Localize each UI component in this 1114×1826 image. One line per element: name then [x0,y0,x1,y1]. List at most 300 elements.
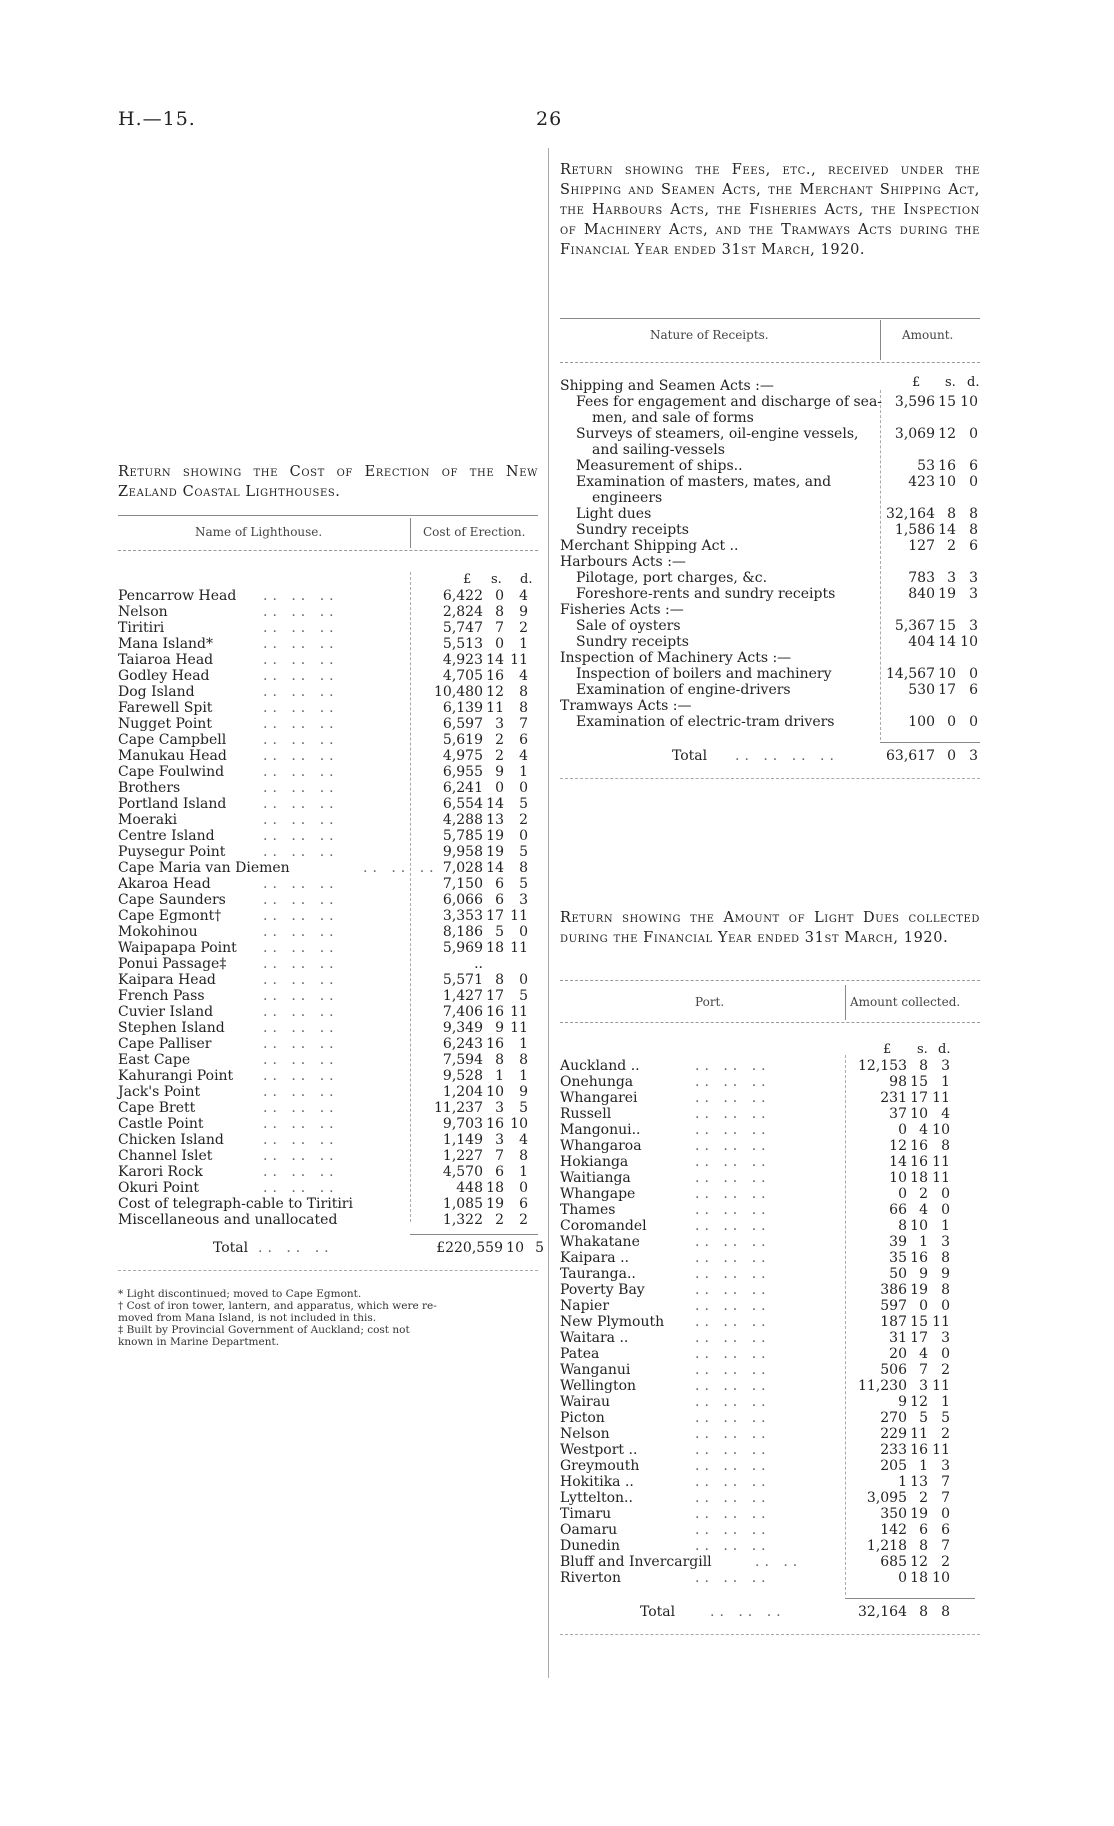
amount-pounds: 127 [908,538,935,554]
lighthouse-row [118,652,538,668]
lighthouse-name: Moeraki [118,812,178,828]
amount-pence: 8 [941,1250,950,1266]
amount-pounds: 37 [889,1106,907,1122]
lighthouse-row [118,1164,538,1180]
receipt-label: Light dues [576,506,652,522]
amount-pounds: 270 [880,1410,907,1426]
cost-pounds: 1,227 [442,1148,483,1164]
dot-leader: .. .. .. [263,1068,339,1084]
dot-leader: .. .. .. [263,892,339,908]
lighthouse-row [118,732,538,748]
port-name: Poverty Bay [560,1282,645,1298]
port-name: Napier [560,1298,610,1314]
cost-pence: 5 [519,1100,528,1116]
lighthouse-row [118,1084,538,1100]
port-name: Greymouth [560,1458,640,1474]
lighthouse-row [118,1036,538,1052]
cost-pence: 2 [519,620,528,636]
cost-pounds: 6,554 [442,796,483,812]
port-name: Whangaroa [560,1138,642,1154]
lighthouse-name: Cape Saunders [118,892,226,908]
lighthouse-row [118,668,538,684]
series-code: H.—15. [118,108,196,130]
port-row [560,1282,980,1298]
dot-leader: .. .. .. [263,1180,339,1196]
dot-leader: .. .. .. [363,860,439,876]
lighthouse-row [118,1052,538,1068]
amount-shillings: 17 [910,1090,928,1106]
lighthouse-row [118,844,538,860]
footnote: moved from Mana Island, is not included in this. [118,1312,377,1324]
cost-pounds: 9,528 [442,1068,483,1084]
lighthouse-row [118,1212,538,1228]
total-leader: .. .. .. [710,1604,786,1620]
dot-leader: .. .. .. [263,1020,339,1036]
port-name: Kaipara .. [560,1250,629,1266]
amount-shillings: 9 [919,1266,928,1282]
dot-leader: .. .. .. [263,988,339,1004]
amount-pounds: 404 [908,634,935,650]
amount-pence: 0 [941,1346,950,1362]
amount-shillings: 19 [910,1282,928,1298]
cost-shillings: 5 [495,924,504,940]
amount-pounds: 66 [889,1202,907,1218]
dot-leader: .. .. .. [695,1362,771,1378]
receipt-label: Examination of engine-drivers [576,682,791,698]
fees-row [560,602,980,618]
fees-row [560,410,980,426]
cost-shillings: 17 [486,988,504,1004]
port-row [560,1442,980,1458]
amount-shillings: 4 [919,1346,928,1362]
lighthouse-name: Karori Rock [118,1164,203,1180]
page-number: 26 [536,108,563,130]
total-label: Total [213,1240,249,1256]
receipt-label: Sale of oysters [576,618,681,634]
currency-shillings: s. [917,1042,928,1057]
dot-leader: .. .. .. [263,908,339,924]
amount-pence: 0 [969,426,978,442]
port-row [560,1074,980,1090]
cost-shillings: 2 [495,748,504,764]
cost-shillings: 3 [495,1100,504,1116]
amount-pence: 0 [969,474,978,490]
cost-pounds: 6,422 [442,588,483,604]
port-row [560,1314,980,1330]
port-name: Westport .. [560,1442,638,1458]
dot-leader: .. .. .. [695,1298,771,1314]
cost-pounds: 5,747 [442,620,483,636]
amount-pounds: 783 [908,570,935,586]
dot-leader: .. .. .. [695,1570,771,1586]
cost-pounds: 9,349 [442,1020,483,1036]
fees-row [560,522,980,538]
lightdues-table [560,1058,980,1586]
dot-leader: .. .. .. [263,652,339,668]
amount-shillings: 10 [910,1218,928,1234]
port-name: Russell [560,1106,612,1122]
port-row [560,1378,980,1394]
amount-shillings: 14 [938,522,956,538]
cost-pounds: 9,703 [442,1116,483,1132]
receipt-label: Examination of electric-tram drivers [576,714,835,730]
dot-leader: .. .. .. [263,1052,339,1068]
dot-leader: .. .. .. [695,1234,771,1250]
lighthouse-row [118,828,538,844]
fees-head-rule [560,362,980,363]
lightdues-currency-row [560,1042,980,1058]
lighthouses-footnotes [118,1288,548,1348]
receipt-label: men, and sale of forms [592,410,754,426]
amount-pence: 5 [941,1410,950,1426]
amount-pounds: 142 [880,1522,907,1538]
cost-pence: 4 [519,668,528,684]
port-row [560,1362,980,1378]
receipt-label: Examination of masters, mates, and [576,474,832,490]
port-row [560,1394,980,1410]
amount-shillings: 2 [919,1490,928,1506]
cost-pounds: 5,785 [442,828,483,844]
port-name: Wairau [560,1394,611,1410]
cost-pence: 9 [519,604,528,620]
lighthouse-row [118,1148,538,1164]
port-name: Waitara .. [560,1330,629,1346]
cost-shillings: 1 [495,1068,504,1084]
amount-pounds: 233 [880,1442,907,1458]
lighthouse-row [118,908,538,924]
amount-shillings: 18 [910,1170,928,1186]
lighthouse-row [118,924,538,940]
cost-shillings: 16 [486,1116,504,1132]
cost-pounds: 10,480 [434,684,483,700]
cost-pence: 1 [519,1036,528,1052]
fees-col-name: Nature of Receipts. [650,328,769,342]
port-name: Waitianga [560,1170,631,1186]
amount-shillings: 10 [938,666,956,682]
cost-shillings: 10 [486,1084,504,1100]
cost-shillings: 7 [495,1148,504,1164]
port-name: Wanganui [560,1362,631,1378]
cost-shillings: 14 [486,652,504,668]
amount-pence: 1 [941,1218,950,1234]
cost-pounds: 1,427 [442,988,483,1004]
lighthouse-row [118,860,538,876]
amount-pounds: 98 [889,1074,907,1090]
lighthouse-name: Ponui Passage‡ [118,956,227,972]
lighthouses-top-rule [118,515,538,516]
total-shillings: 0 [947,748,956,764]
amount-shillings: 6 [919,1522,928,1538]
cost-shillings: 0 [495,780,504,796]
dot-leader: .. .. .. [263,1100,339,1116]
amount-shillings: 4 [919,1202,928,1218]
fees-row [560,650,980,666]
receipt-label: Fisheries Acts :— [560,602,684,618]
amount-shillings: 14 [938,634,956,650]
lighthouse-row [118,604,538,620]
fees-row [560,714,980,730]
amount-pence: 11 [932,1154,950,1170]
dot-leader: .. .. .. [695,1538,771,1554]
amount-pounds: 5,367 [894,618,935,634]
fees-total-row [560,748,980,764]
amount-shillings: 2 [919,1186,928,1202]
amount-shillings: 0 [947,714,956,730]
cost-pounds: 6,139 [442,700,483,716]
amount-pence: 0 [969,666,978,682]
dot-leader: .. .. .. [695,1058,771,1074]
amount-pence: 4 [941,1106,950,1122]
cost-shillings: 14 [486,860,504,876]
cost-pence: 2 [519,1212,528,1228]
cost-pounds: 7,594 [442,1052,483,1068]
dot-leader: .. .. .. [695,1330,771,1346]
dot-leader: .. .. .. [695,1250,771,1266]
cost-shillings: 8 [495,1052,504,1068]
lighthouse-name: Miscellaneous and unallocated [118,1212,338,1228]
footnote: ‡ Built by Provincial Government of Auckland; cost not [118,1324,410,1336]
fees-row [560,378,980,394]
port-row [560,1154,980,1170]
dot-leader: .. .. .. [263,780,339,796]
currency-pounds: £ [463,572,472,587]
dot-leader: .. .. .. [695,1074,771,1090]
fees-top-rule [560,318,980,319]
port-row [560,1538,980,1554]
cost-pence: 5 [519,844,528,860]
lighthouse-name: Kaipara Head [118,972,216,988]
cost-pence: 0 [519,1180,528,1196]
dot-leader: .. .. .. [695,1442,771,1458]
cost-pence: 0 [519,924,528,940]
port-row [560,1410,980,1426]
amount-pounds: 20 [889,1346,907,1362]
fees-row [560,538,980,554]
lighthouses-total-rule [410,1234,538,1235]
lighthouse-row [118,620,538,636]
lighthouse-name: East Cape [118,1052,191,1068]
cost-pounds: 11,237 [434,1100,483,1116]
lighthouse-name: Portland Island [118,796,227,812]
dot-leader: .. .. .. [263,1116,339,1132]
cost-pence: 11 [510,652,528,668]
amount-pounds: 14 [889,1154,907,1170]
lighthouse-row [118,588,538,604]
fees-row [560,634,980,650]
amount-shillings: 15 [910,1314,928,1330]
receipt-label: Shipping and Seamen Acts :— [560,378,774,394]
cost-shillings: 2 [495,1212,504,1228]
cost-pounds: 5,969 [442,940,483,956]
dot-leader: .. .. .. [695,1202,771,1218]
port-row [560,1090,980,1106]
total-shillings: 8 [919,1604,928,1620]
amount-shillings: 1 [919,1234,928,1250]
amount-shillings: 15 [910,1074,928,1090]
footnote: † Cost of iron tower, lantern, and apparatus, which were re- [118,1300,437,1312]
lighthouse-name: Castle Point [118,1116,204,1132]
lighthouse-row [118,812,538,828]
cost-pounds: 7,406 [442,1004,483,1020]
lighthouse-row [118,716,538,732]
fees-row [560,586,980,602]
amount-pounds: 3,069 [894,426,935,442]
amount-pence: 1 [941,1074,950,1090]
cost-shillings: 0 [495,636,504,652]
dot-leader: .. .. .. [263,972,339,988]
dot-leader: .. .. .. [263,1132,339,1148]
cost-shillings: 9 [495,1020,504,1036]
lighthouses-total-row [118,1240,544,1256]
amount-pence: 9 [941,1266,950,1282]
cost-pounds: 6,597 [442,716,483,732]
amount-pence: 2 [941,1362,950,1378]
cost-pence: 9 [519,1084,528,1100]
dot-leader: .. .. .. [263,956,339,972]
lighthouse-name: Cape Campbell [118,732,227,748]
lighthouse-name: Pencarrow Head [118,588,237,604]
dot-leader: .. .. .. [263,764,339,780]
amount-pounds: 0 [898,1570,907,1586]
dot-leader: .. .. [755,1554,803,1570]
amount-pounds: 50 [889,1266,907,1282]
lighthouse-name: Stephen Island [118,1020,225,1036]
cost-pence: 1 [519,1164,528,1180]
lighthouse-row [118,988,538,1004]
fees-row [560,570,980,586]
port-name: Wellington [560,1378,637,1394]
dot-leader: .. .. .. [263,716,339,732]
lighthouse-row [118,1132,538,1148]
dot-leader: .. .. .. [695,1090,771,1106]
receipt-label: Harbours Acts :— [560,554,686,570]
fees-bottom-rule [560,778,980,779]
dot-leader: .. .. .. [695,1506,771,1522]
currency-shillings: s. [945,375,956,390]
port-name: Oamaru [560,1522,618,1538]
port-name: Auckland .. [560,1058,640,1074]
dot-leader: .. .. .. [695,1266,771,1282]
amount-pence: 11 [932,1442,950,1458]
cost-pounds: 1,149 [442,1132,483,1148]
lighthouses-table [118,588,538,1228]
fees-row [560,394,980,410]
total-shillings: 10 [506,1240,524,1256]
total-pence: 8 [941,1604,950,1620]
amount-pounds: 840 [908,586,935,602]
fees-row [560,490,980,506]
lightdues-total-rule [845,1598,975,1599]
cost-shillings: 6 [495,892,504,908]
cost-pence: 10 [510,1116,528,1132]
amount-shillings: 12 [910,1554,928,1570]
fees-row [560,666,980,682]
amount-shillings: 5 [919,1410,928,1426]
dot-leader: .. .. .. [695,1106,771,1122]
dot-leader: .. .. .. [263,732,339,748]
footnote: known in Marine Department. [118,1336,280,1348]
amount-pounds: 229 [880,1426,907,1442]
port-row [560,1122,980,1138]
amount-pence: 10 [960,634,978,650]
dot-leader: .. .. .. [263,828,339,844]
total-label: Total [640,1604,676,1620]
currency-shillings: s. [491,572,502,587]
amount-pence: 11 [932,1170,950,1186]
port-name: New Plymouth [560,1314,665,1330]
amount-pence: 3 [941,1458,950,1474]
amount-pounds: 12,153 [858,1058,907,1074]
lightdues-col-amount: Amount collected. [850,995,961,1009]
cost-pence: 4 [519,748,528,764]
lighthouse-row [118,892,538,908]
dot-leader: .. .. .. [695,1218,771,1234]
cost-shillings: 12 [486,684,504,700]
amount-pence: 7 [941,1490,950,1506]
amount-pence: 0 [969,714,978,730]
port-row [560,1170,980,1186]
amount-pounds: 1 [898,1474,907,1490]
dot-leader: .. .. .. [695,1474,771,1490]
lighthouses-bottom-rule [118,1270,538,1271]
cost-pounds: 5,571 [442,972,483,988]
lighthouse-row [118,940,538,956]
amount-pounds: 53 [917,458,935,474]
fees-total-rule [880,742,980,743]
amount-shillings: 7 [919,1362,928,1378]
lighthouse-name: Manukau Head [118,748,227,764]
dot-leader: .. .. .. [263,636,339,652]
cost-shillings: 16 [486,1004,504,1020]
lighthouse-name: Centre Island [118,828,215,844]
receipt-label: Inspection of Machinery Acts :— [560,650,792,666]
cost-shillings: 8 [495,972,504,988]
receipt-label: Fees for engagement and discharge of sea- [576,394,883,410]
amount-pence: 8 [941,1138,950,1154]
amount-pounds: 0 [898,1122,907,1138]
port-name: Dunedin [560,1538,620,1554]
lighthouse-row [118,972,538,988]
receipt-label: Measurement of ships.. [576,458,743,474]
amount-pence: 2 [941,1554,950,1570]
amount-pence: 11 [932,1378,950,1394]
total-label: Total [672,748,708,764]
amount-shillings: 2 [947,538,956,554]
amount-pence: 10 [932,1122,950,1138]
amount-pence: 3 [969,618,978,634]
port-name: Tauranga.. [560,1266,636,1282]
lighthouse-name: Cost of telegraph-cable to Tiritiri [118,1196,353,1212]
dot-leader: .. .. .. [695,1410,771,1426]
cost-shillings: 7 [495,620,504,636]
amount-shillings: 15 [938,618,956,634]
dot-leader: .. .. .. [263,588,339,604]
cost-pence: 1 [519,1068,528,1084]
cost-shillings: 17 [486,908,504,924]
cost-pounds: 6,955 [442,764,483,780]
port-name: Nelson [560,1426,610,1442]
lighthouse-row [118,1180,538,1196]
dot-leader: .. .. .. [695,1490,771,1506]
lighthouse-row [118,1100,538,1116]
port-name: Hokianga [560,1154,629,1170]
port-row [560,1426,980,1442]
amount-pence: 11 [932,1090,950,1106]
currency-pounds: £ [912,375,921,390]
cost-shillings: 3 [495,1132,504,1148]
cost-pounds: 7,150 [442,876,483,892]
cost-pounds: 4,923 [442,652,483,668]
